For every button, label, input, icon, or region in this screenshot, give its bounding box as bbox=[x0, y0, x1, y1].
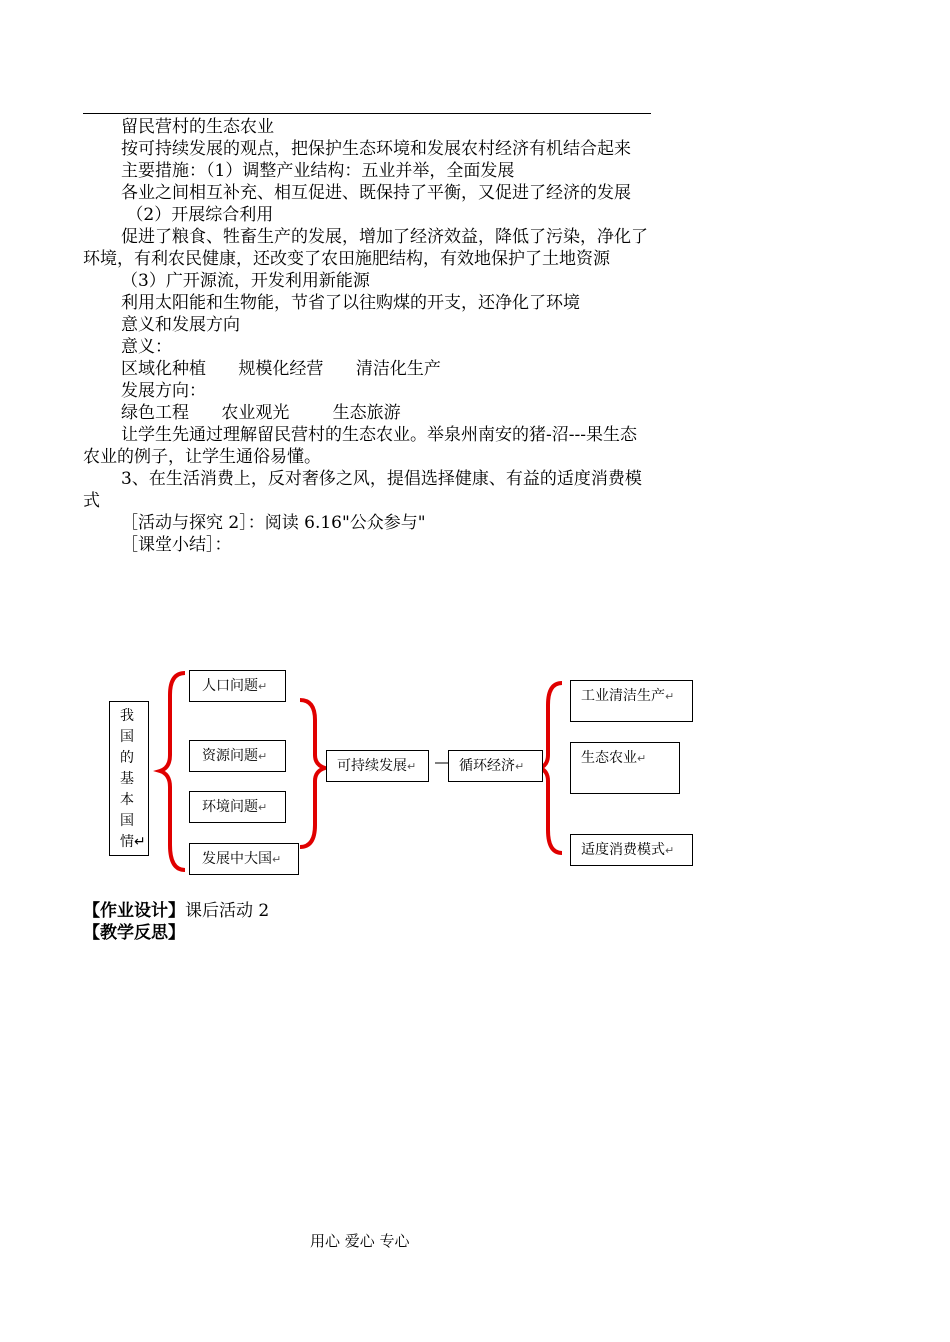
lesson-body bbox=[83, 116, 653, 556]
sustainable-box: 可持续发展↵ bbox=[326, 750, 429, 782]
left-brace bbox=[160, 673, 185, 870]
circular-box: 循环经济↵ bbox=[448, 750, 543, 782]
national-conditions-char: 国 bbox=[120, 729, 134, 745]
body-line: （2）开展综合利用 bbox=[121, 205, 274, 225]
body-line: 意义和发展方向 bbox=[121, 315, 240, 335]
page-footer: 用心 爱心 专心 bbox=[310, 1232, 410, 1250]
homework-label: 【作业设计】 bbox=[83, 901, 185, 921]
national-conditions-char: 我 bbox=[120, 708, 134, 724]
body-line: 意义： bbox=[121, 337, 172, 357]
body-line: ［活动与探究 2］：阅读 6.16"公众参与" bbox=[121, 513, 426, 533]
reflection-label: 【教学反思】 bbox=[83, 923, 185, 943]
national-conditions-box bbox=[109, 701, 149, 856]
homework-text: 课后活动 2 bbox=[185, 901, 270, 921]
body-line: 主要措施：（1）调整产业结构：五业并举，全面发展 bbox=[121, 161, 515, 181]
header-rule bbox=[83, 113, 651, 114]
result-box-industry: 工业清洁生产↵ bbox=[570, 680, 693, 722]
right-brace bbox=[300, 700, 325, 847]
body-line: 按可持续发展的观点，把保护生态环境和发展农村经济有机结合起来 bbox=[121, 139, 631, 159]
homework-section bbox=[83, 900, 269, 944]
body-line: 发展方向： bbox=[121, 381, 206, 401]
result-brace bbox=[540, 683, 562, 853]
summary-diagram bbox=[100, 665, 700, 880]
issue-box-population: 人口问题↵ bbox=[189, 670, 286, 702]
body-line: 让学生先通过理解留民营村的生态农业。举泉州南安的猪-沼---果生态农业的例子，让学生通俗易懂。 bbox=[83, 425, 637, 467]
issue-box-resources: 资源问题↵ bbox=[189, 740, 286, 772]
body-line: 促进了粮食、牲畜生产的发展，增加了经济效益，降低了污染，净化了环境，有利农民健康，还改变了农田施肥结构，有效地保护了土地资源 bbox=[83, 227, 648, 269]
national-conditions-char: 的 bbox=[120, 750, 134, 766]
issue-box-developing: 发展中大国↵ bbox=[189, 843, 299, 875]
result-box-consumption: 适度消费模式↵ bbox=[570, 834, 693, 866]
body-line: 绿色工程 农业观光 生态旅游 bbox=[121, 403, 401, 423]
issue-box-environment: 环境问题↵ bbox=[189, 791, 286, 823]
national-conditions-char: 国 bbox=[120, 813, 134, 829]
body-line: （3）广开源流，开发利用新能源 bbox=[121, 271, 370, 291]
body-line: 区域化种植 规模化经营 清洁化生产 bbox=[121, 359, 441, 379]
result-box-eco-agriculture: 生态农业↵ bbox=[570, 742, 680, 794]
homework-line bbox=[83, 900, 269, 922]
national-conditions-char: 情↵ bbox=[120, 834, 146, 850]
body-line: 留民营村的生态农业 bbox=[121, 117, 274, 137]
body-line: 3、在生活消费上，反对奢侈之风，提倡选择健康、有益的适度消费模式 bbox=[83, 469, 642, 511]
national-conditions-char: 基 bbox=[120, 771, 134, 787]
national-conditions-char: 本 bbox=[120, 792, 134, 808]
reflection-line bbox=[83, 922, 269, 944]
body-line: ［课堂小结］： bbox=[121, 535, 232, 555]
body-line: 各业之间相互补充、相互促进、既保持了平衡，又促进了经济的发展 bbox=[121, 183, 631, 203]
body-line: 利用太阳能和生物能，节省了以往购煤的开支，还净化了环境 bbox=[121, 293, 580, 313]
